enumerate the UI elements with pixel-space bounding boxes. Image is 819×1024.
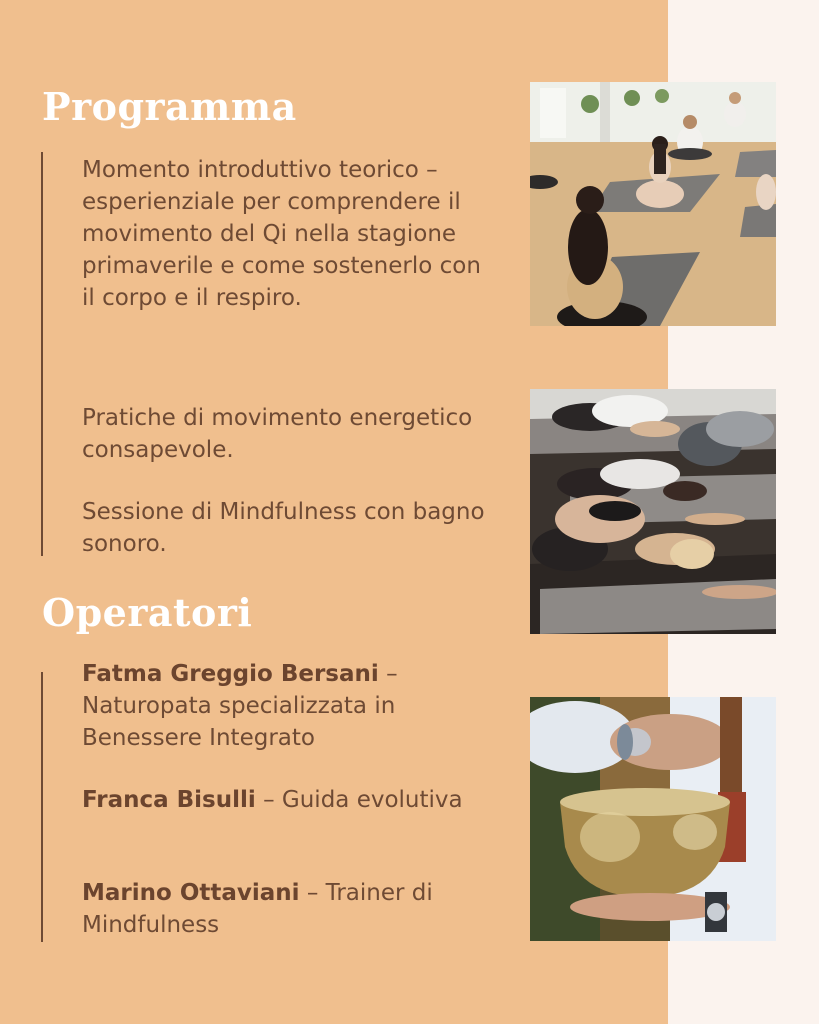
program-item-text: Sessione di Mindfulness con bagno sonoro. [82,499,485,557]
meditation-class-photo [530,82,776,326]
operator-role: – Trainer di Mindfulness [82,880,433,938]
program-item-text: Momento introduttivo teorico – esperienziale per comprendere il movimento del Qi nella stagione primaverile e come sostenerlo con il corpo e il respiro. [82,157,481,311]
program-item [82,496,492,560]
child-pose-yoga-photo [530,389,776,634]
program-item [82,402,492,466]
singing-bowl-photo [530,697,776,941]
operator-name: Franca Bisulli [82,787,256,813]
section-title-programma: Programma [42,84,297,129]
program-item-text: Pratiche di movimento energetico consapevole. [82,405,473,463]
operator-name: Marino Ottaviani [82,880,300,906]
operator-name: Fatma Greggio Bersani [82,661,379,687]
divider-line [41,672,43,942]
program-item [82,154,492,314]
operator-entry [82,784,492,816]
operator-role: – Naturopata specializzata in Benessere Integrato [82,661,398,751]
section-title-operatori: Operatori [42,590,253,635]
operator-role: – Guida evolutiva [255,787,463,813]
divider-line [41,152,43,556]
operator-entry [82,658,492,754]
operator-entry [82,877,492,941]
